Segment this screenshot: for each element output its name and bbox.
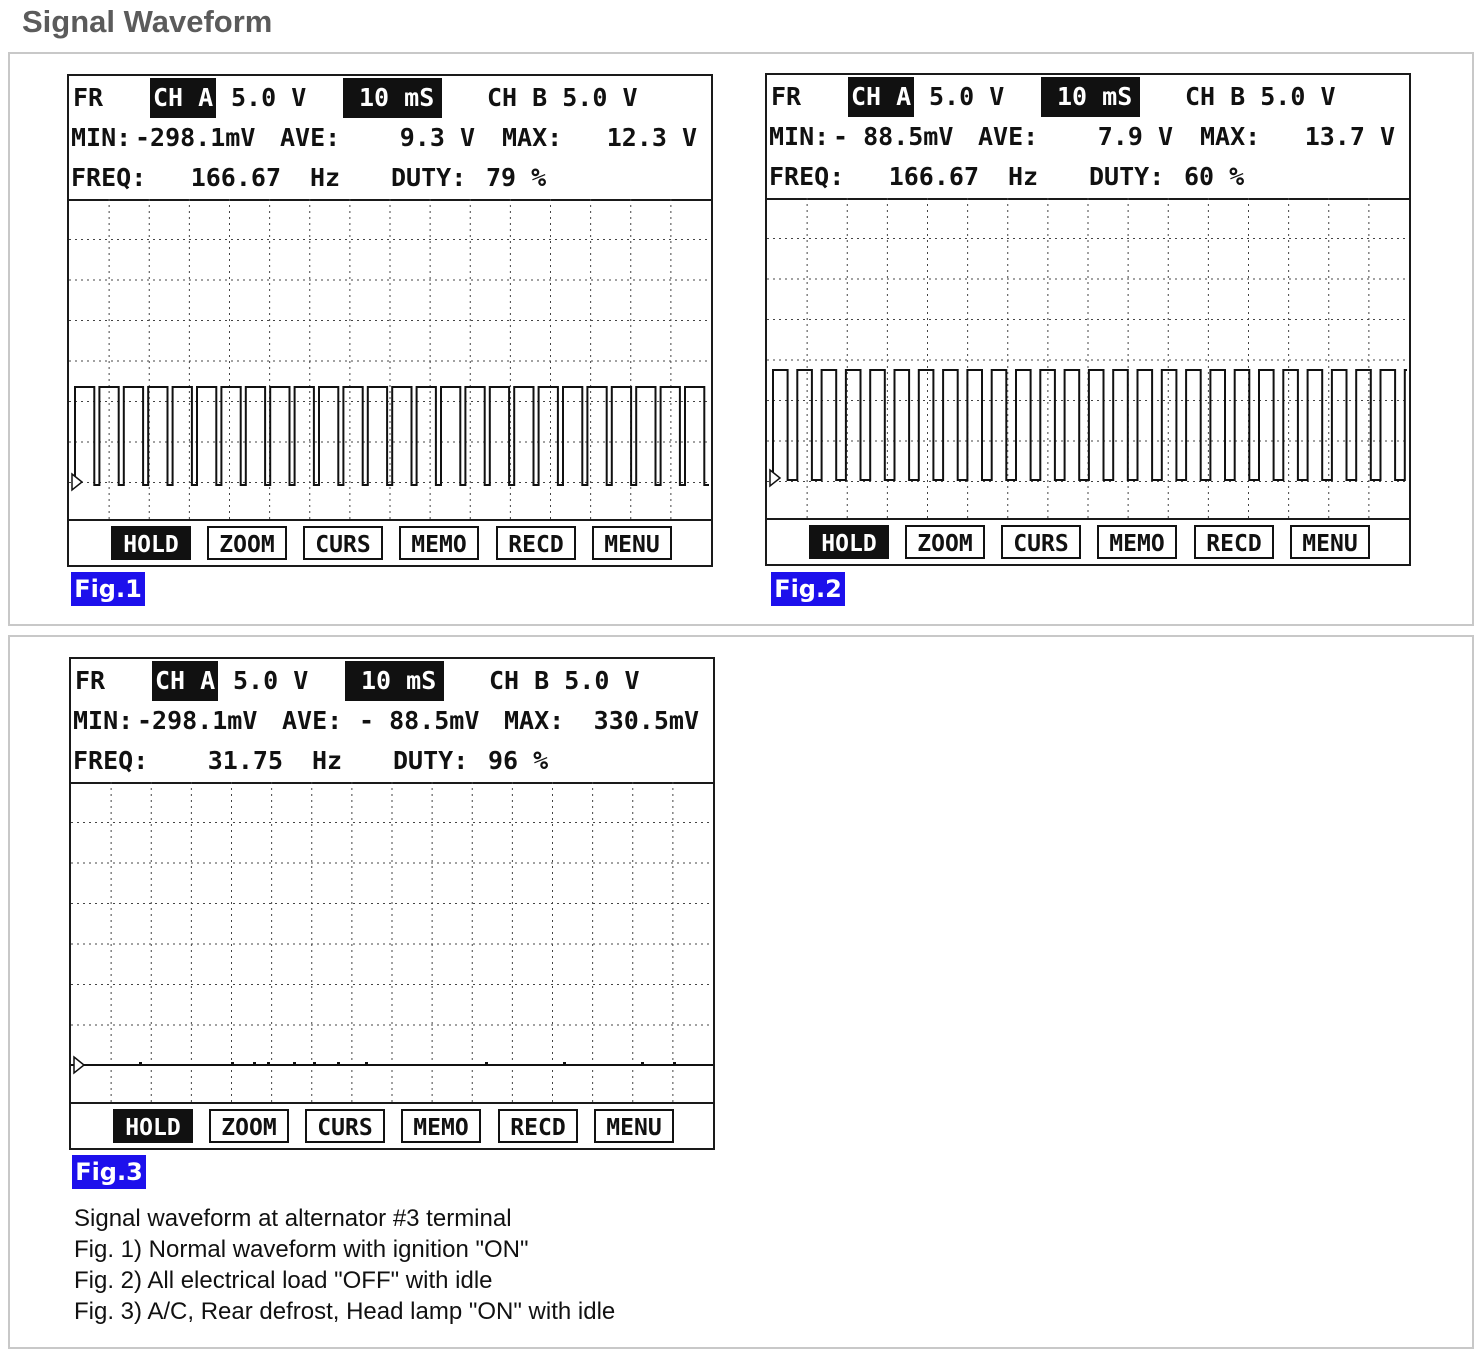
duty-value: 79 % [486, 163, 547, 192]
ch-a-label: CH A [152, 661, 218, 701]
curs-button[interactable]: CURS [305, 1109, 385, 1143]
fr-label: FR [73, 83, 104, 112]
ch-a-scale: 5.0 V [233, 666, 309, 695]
ave-label: AVE: [978, 122, 1039, 151]
hold-button[interactable]: HOLD [111, 526, 191, 560]
freq-unit: Hz [1008, 162, 1039, 191]
scope-row-channels [767, 77, 1409, 117]
max-value: 12.3 V [606, 123, 697, 152]
scope-row-channels [71, 661, 713, 701]
timebase-label: 10 mS [343, 78, 442, 118]
duty-value: 96 % [488, 746, 549, 775]
scope-row-channels [69, 78, 711, 118]
zoom-button[interactable]: ZOOM [209, 1109, 289, 1143]
waveform-display [767, 198, 1409, 522]
memo-button[interactable]: MEMO [1097, 525, 1177, 559]
duty-label: DUTY: [391, 163, 467, 192]
zoom-button[interactable]: ZOOM [905, 525, 985, 559]
signal-trace [773, 370, 1407, 480]
freq-label: FREQ: [73, 746, 149, 775]
recd-button[interactable]: RECD [498, 1109, 578, 1143]
freq-label: FREQ: [769, 162, 845, 191]
min-label: MIN: [769, 122, 830, 151]
oscilloscope-screen-3 [69, 657, 715, 1150]
caption-line: Fig. 1) Normal waveform with ignition "ON" [74, 1236, 529, 1263]
waveform-display [71, 782, 713, 1106]
max-value: 330.5mV [593, 706, 699, 735]
ch-b-label: CH B 5.0 V [1185, 82, 1336, 111]
max-label: MAX: [1200, 122, 1261, 151]
freq-unit: Hz [310, 163, 341, 192]
trigger-marker-icon [72, 474, 82, 490]
caption-title: Signal waveform at alternator #3 terminal [74, 1205, 512, 1232]
scope-button-bar [71, 1102, 713, 1148]
caption-line: Fig. 2) All electrical load "OFF" with idle [74, 1267, 493, 1294]
oscilloscope-screen-2 [765, 73, 1411, 566]
timebase-label: 10 mS [1041, 77, 1140, 117]
scope-header [767, 75, 1409, 200]
ave-label: AVE: [282, 706, 343, 735]
scope-row-freq [71, 741, 713, 781]
menu-button[interactable]: MENU [592, 526, 672, 560]
figure-label-3: Fig.3 [72, 1155, 146, 1189]
ch-b-label: CH B 5.0 V [487, 83, 638, 112]
duty-label: DUTY: [393, 746, 469, 775]
scope-row-minmax [71, 701, 713, 741]
ch-b-label: CH B 5.0 V [489, 666, 640, 695]
signal-trace [75, 387, 709, 485]
freq-value: 31.75 [207, 746, 283, 775]
zoom-button[interactable]: ZOOM [207, 526, 287, 560]
scope-header [71, 659, 713, 784]
figure-label-2: Fig.2 [771, 572, 845, 606]
menu-button[interactable]: MENU [594, 1109, 674, 1143]
hold-button[interactable]: HOLD [113, 1109, 193, 1143]
min-value: - 88.5mV [833, 122, 954, 151]
scope-row-minmax [69, 118, 711, 158]
min-value: -298.1mV [135, 123, 256, 152]
ave-value: 7.9 V [1097, 122, 1173, 151]
freq-label: FREQ: [71, 163, 147, 192]
duty-value: 60 % [1184, 162, 1245, 191]
page-title: Signal Waveform [22, 4, 273, 39]
duty-label: DUTY: [1089, 162, 1165, 191]
fr-label: FR [75, 666, 106, 695]
fr-label: FR [771, 82, 802, 111]
memo-button[interactable]: MEMO [399, 526, 479, 560]
menu-button[interactable]: MENU [1290, 525, 1370, 559]
caption [74, 1203, 615, 1327]
max-label: MAX: [502, 123, 563, 152]
scope-button-bar [69, 519, 711, 565]
ch-a-scale: 5.0 V [929, 82, 1005, 111]
freq-value: 166.67 [888, 162, 979, 191]
oscilloscope-screen-1 [67, 74, 713, 567]
ch-a-label: CH A [150, 78, 216, 118]
timebase-label: 10 mS [345, 661, 444, 701]
recd-button[interactable]: RECD [496, 526, 576, 560]
ch-a-label: CH A [848, 77, 914, 117]
max-value: 13.7 V [1304, 122, 1395, 151]
ave-label: AVE: [280, 123, 341, 152]
freq-value: 166.67 [190, 163, 281, 192]
min-label: MIN: [73, 706, 134, 735]
curs-button[interactable]: CURS [1001, 525, 1081, 559]
waveform-display [69, 199, 711, 523]
max-label: MAX: [504, 706, 565, 735]
min-label: MIN: [71, 123, 132, 152]
memo-button[interactable]: MEMO [401, 1109, 481, 1143]
curs-button[interactable]: CURS [303, 526, 383, 560]
caption-line: Fig. 3) A/C, Rear defrost, Head lamp "ON" with idle [74, 1298, 616, 1325]
figure-label-1: Fig.1 [71, 572, 145, 606]
ave-value: 9.3 V [399, 123, 475, 152]
scope-header [69, 76, 711, 201]
ave-value: - 88.5mV [359, 706, 480, 735]
trigger-marker-icon [74, 1057, 84, 1073]
hold-button[interactable]: HOLD [809, 525, 889, 559]
scope-row-freq [69, 158, 711, 198]
scope-button-bar [767, 518, 1409, 564]
scope-row-freq [767, 157, 1409, 197]
freq-unit: Hz [312, 746, 343, 775]
min-value: -298.1mV [137, 706, 258, 735]
ch-a-scale: 5.0 V [231, 83, 307, 112]
scope-row-minmax [767, 117, 1409, 157]
trigger-marker-icon [770, 470, 780, 486]
recd-button[interactable]: RECD [1194, 525, 1274, 559]
